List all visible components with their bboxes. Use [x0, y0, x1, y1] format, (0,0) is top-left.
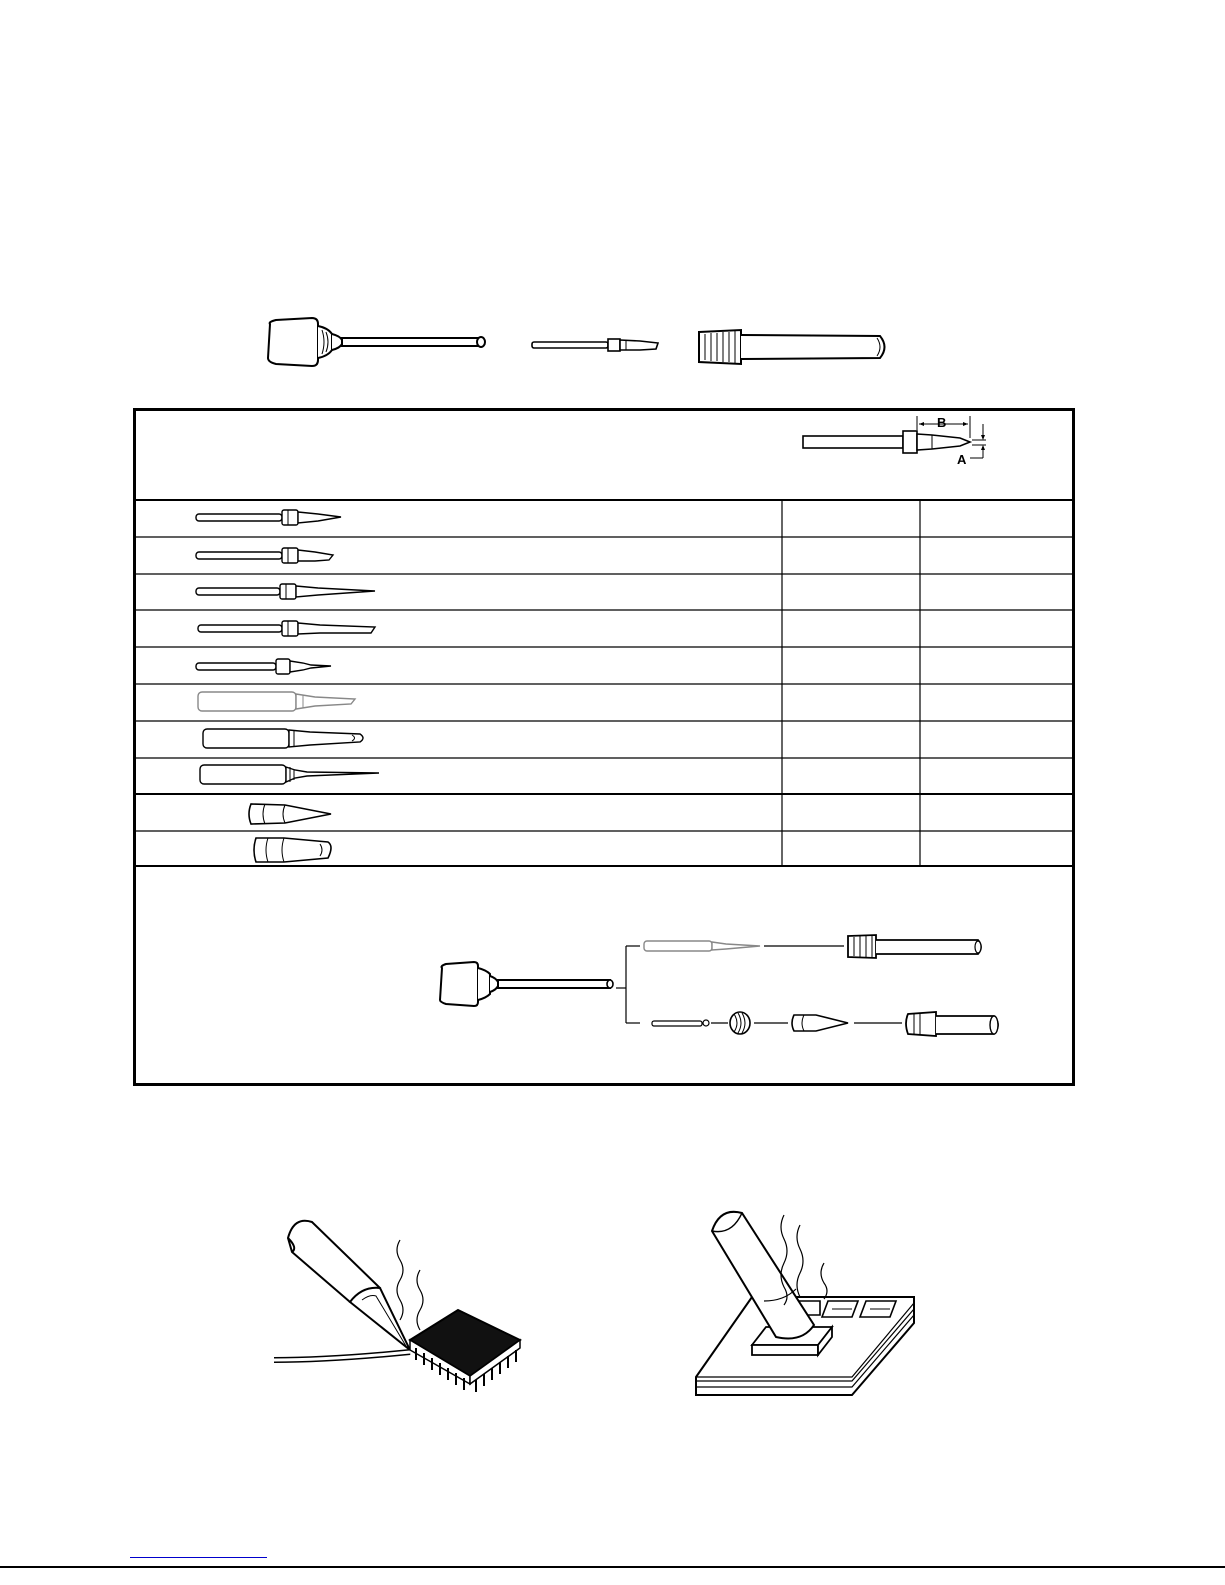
- assembly-diagram: [436, 930, 1016, 1050]
- page-bottom-rule: [0, 1566, 1225, 1568]
- tip-dimension-icon: [800, 414, 1000, 474]
- tip-row-conical: [193, 507, 353, 529]
- tip-row-bullet-chisel: [250, 834, 350, 866]
- tip-row-chisel: [193, 545, 353, 567]
- tip-row-bent-chisel: [195, 689, 365, 715]
- tip-row-large-chisel: [200, 726, 370, 752]
- footer-link-underline[interactable]: [130, 1557, 267, 1558]
- dimension-label-a: A: [957, 452, 967, 467]
- pcb-smd-illustration: [692, 1205, 922, 1405]
- tip-row-bullet-conical: [245, 800, 345, 828]
- dimension-label-b: B: [937, 415, 947, 430]
- solder-chip-illustration: [270, 1210, 530, 1400]
- iron-handle-icon: [262, 312, 492, 372]
- tip-row-fine-conical: [193, 656, 343, 678]
- tip-nut-sleeve-icon: [695, 326, 895, 368]
- heater-tip-icon: [530, 334, 670, 358]
- tip-row-long-chisel: [195, 618, 385, 640]
- tip-row-needle: [197, 762, 387, 788]
- tip-row-long-conical: [193, 581, 383, 603]
